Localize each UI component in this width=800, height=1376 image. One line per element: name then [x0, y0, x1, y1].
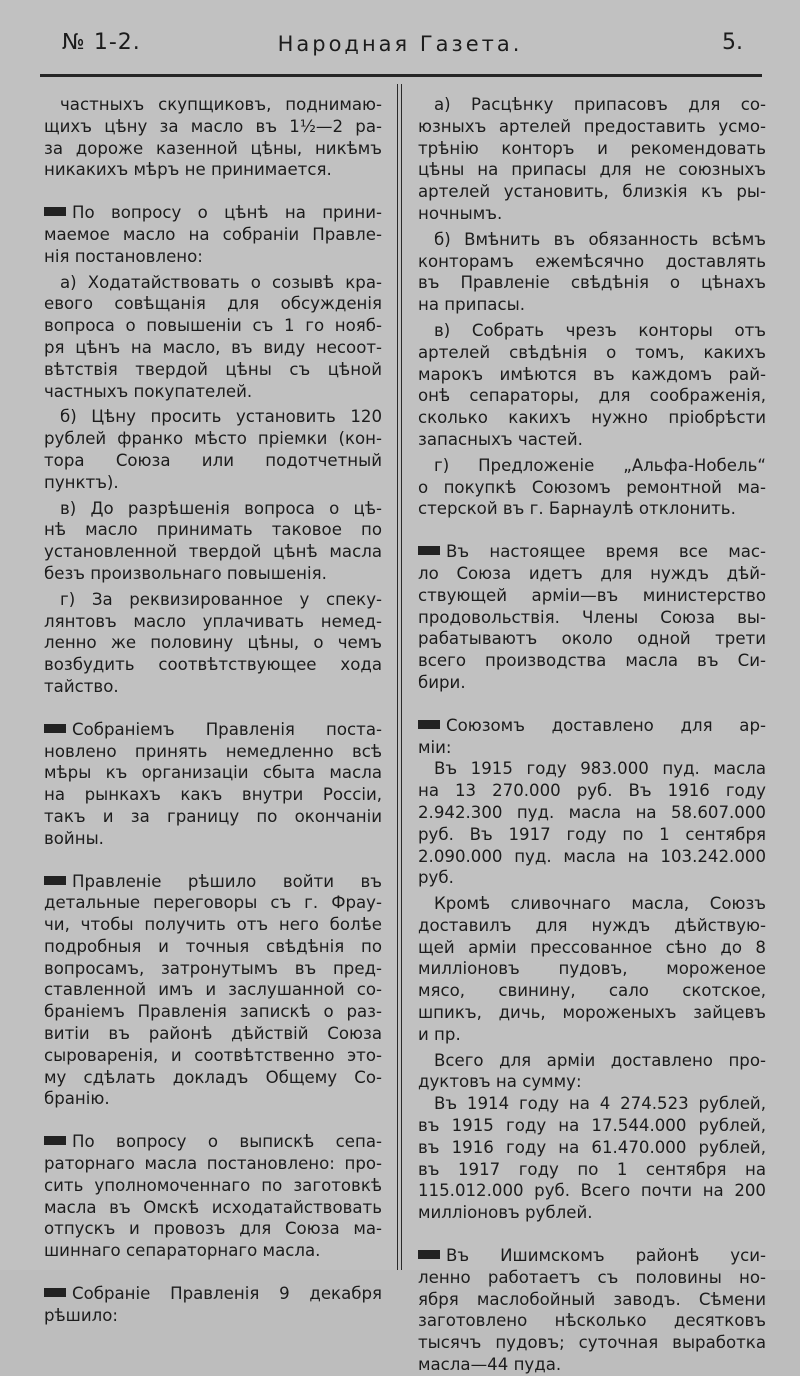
paragraph — [418, 1245, 766, 1376]
text-line: сыроваренія, и соотвѣтственно это- — [44, 1045, 382, 1065]
text-line: сколько какихъ нужно пріобрѣсти — [418, 408, 766, 428]
text-line: маемое масло на собраніи Правле- — [44, 224, 382, 244]
text-line: артелей установить, близкія къ ры- — [418, 182, 766, 202]
text-line: мѣры къ организаціи сбыта масла — [44, 763, 382, 783]
text-line: шпикъ, дичь, мороженыхъ зайцевъ — [418, 1003, 766, 1023]
text-line: установленной твердой цѣнѣ масла — [44, 542, 382, 562]
text-line: бранію. — [44, 1089, 110, 1109]
text-line: марокъ имѣются въ каждомъ рай- — [418, 364, 766, 384]
text-line: сить уполномоченнаго по заготовкѣ — [44, 1175, 382, 1195]
issue-number: № 1-2. — [62, 30, 141, 55]
text-line: подробныя и точныя свѣдѣнія по — [44, 936, 382, 956]
text-line: ленно работаетъ съ половины но- — [418, 1267, 766, 1287]
text-line: витіи въ районѣ дѣйствій Союза — [44, 1024, 382, 1044]
paragraph — [44, 406, 382, 493]
text-line: Въ Ишимскомъ районѣ уси- — [418, 1245, 766, 1267]
paragraph — [44, 202, 382, 267]
page-number: 5. — [722, 30, 743, 55]
text-line: Союзомъ доставлено для ар- — [418, 715, 766, 737]
text-line: на 13 270.000 руб. Въ 1916 году — [418, 781, 766, 801]
paragraph — [44, 719, 382, 850]
text-line: 2.942.300 пуд. масла на 58.607.000 — [418, 802, 766, 822]
paragraph — [418, 758, 766, 889]
text-line: Въ 1915 году 983.000 пуд. масла — [434, 759, 766, 779]
text-line: возбудить соотвѣтствующее хода — [44, 655, 382, 675]
text-line: на рынкахъ какъ внутри Россіи, — [44, 785, 382, 805]
text-line: ло Союза идетъ для нуждъ дѣй- — [418, 563, 766, 583]
paragraph — [418, 455, 766, 520]
text-line: за дороже казенной цѣны, никѣмъ — [44, 138, 382, 158]
text-line: дуктовъ на сумму: — [418, 1072, 582, 1092]
text-line: браніемъ Правленія запискѣ о раз- — [44, 1002, 382, 1022]
text-line: вѣтствія твердой цѣны съ цѣной — [44, 359, 382, 379]
text-line: По вопросу о выпискѣ сепа- — [44, 1131, 382, 1153]
bullet-marker-icon — [44, 1136, 66, 1145]
bullet-marker-icon — [418, 546, 440, 555]
text-line: г) За реквизированное у спеку- — [60, 589, 382, 609]
text-line: ря цѣнъ на масло, въ виду несоот- — [44, 337, 382, 357]
bullet-marker-icon — [44, 724, 66, 733]
text-line: новлено принять немедленно всѣ — [44, 741, 382, 761]
text-line: му сдѣлать докладъ Общему Со- — [44, 1067, 382, 1087]
text-line: По вопросу о цѣнѣ на прини- — [44, 202, 382, 224]
text-line: масла—44 пуда. — [418, 1355, 562, 1375]
text-line: стерской въ г. Барнаулѣ отклонить. — [418, 499, 736, 519]
paragraph — [44, 871, 382, 1111]
text-line: цѣны на припасы для не союзныхъ — [418, 160, 766, 180]
text-line: юзныхъ артелей предоставить усмо- — [418, 116, 766, 136]
text-line: тора Союза или подотчетный — [44, 450, 382, 470]
paragraph — [418, 1050, 766, 1094]
text-line: отпускъ и провозъ для Союза ма- — [44, 1219, 382, 1239]
text-line: милліоновъ рублей. — [418, 1203, 593, 1223]
text-line: такъ и за границу по окончаніи — [44, 806, 382, 826]
text-line: запасныхъ частей. — [418, 429, 583, 449]
text-line: раторнаго масла постановлено: про- — [44, 1154, 382, 1174]
text-line: въ Правленіе свѣдѣнія о цѣнахъ — [418, 273, 766, 293]
text-line: Кромѣ сливочнаго масла, Союзъ — [434, 894, 766, 914]
text-line: продовольствія. Члены Союза вы- — [418, 607, 766, 627]
paragraph — [44, 1131, 382, 1262]
text-line: ночнымъ. — [418, 203, 503, 223]
text-line: всего производства масла въ Си- — [418, 651, 766, 671]
text-line: Въ 1914 году на 4 274.523 рублей, — [434, 1094, 766, 1114]
text-line: мясо, свинину, сало скотское, — [418, 981, 766, 1001]
text-line: Въ настоящее время все мас- — [418, 541, 766, 563]
paragraph — [44, 1283, 382, 1327]
text-line: конторамъ ежемѣсячно доставлять — [418, 251, 766, 271]
text-line: рѣшило: — [44, 1305, 118, 1325]
text-line: на припасы. — [418, 295, 525, 315]
bullet-marker-icon — [418, 720, 440, 729]
text-line: онѣ сепараторы, для соображенія, — [418, 386, 766, 406]
text-line: пунктъ). — [44, 472, 119, 492]
text-line: в) Собрать чрезъ конторы отъ — [434, 320, 766, 340]
paragraph — [418, 320, 766, 451]
text-line: частныхъ скупщиковъ, поднимаю- — [60, 95, 382, 114]
text-line: б) Цѣну просить установить 120 — [60, 407, 382, 427]
text-line: о покупкѣ Союзомъ ремонтной ма- — [418, 477, 766, 497]
paragraph — [418, 1093, 766, 1224]
text-line: вопроса о повышеніи съ 1 го нояб- — [44, 316, 382, 336]
text-line: доставилъ для нуждъ дѣйствую- — [418, 915, 766, 935]
bullet-marker-icon — [44, 207, 66, 216]
text-line: руб. — [418, 868, 454, 888]
right-column — [418, 94, 766, 1376]
text-line: ября маслобойный заводъ. Сѣмени — [418, 1289, 766, 1309]
text-line: въ 1917 году по 1 сентября на — [418, 1159, 766, 1179]
text-line: чи, чтобы получить отъ него болѣе — [44, 915, 382, 935]
text-line: рабатываютъ около одной трети — [418, 629, 766, 649]
text-line: войны. — [44, 828, 104, 848]
text-line: б) Вмѣнить въ обязанность всѣмъ — [434, 229, 766, 249]
text-line: Собраніемъ Правленія поста- — [44, 719, 382, 741]
page-header — [0, 0, 800, 80]
text-line: бири. — [418, 672, 466, 692]
text-line: въ 1916 году на 61.470.000 рублей, — [418, 1137, 766, 1157]
text-line: щей арміи прессованное сѣно до 8 — [418, 937, 766, 957]
text-line: руб. Въ 1917 году по 1 сентября — [418, 824, 766, 844]
paragraph — [418, 541, 766, 694]
bullet-marker-icon — [44, 1288, 66, 1297]
paragraph — [44, 589, 382, 698]
text-line: міи: — [418, 737, 452, 757]
text-line: шиннаго сепараторнаго масла. — [44, 1241, 321, 1261]
text-line: милліоновъ пудовъ, мороженое — [418, 959, 766, 979]
paragraph — [44, 94, 382, 181]
text-line: и пр. — [418, 1024, 461, 1044]
column-divider — [397, 84, 402, 1270]
text-line: ленно же половину цѣны, о чемъ — [44, 633, 382, 653]
text-line: трѣнію конторъ и рекомендовать — [418, 138, 766, 158]
text-line: частныхъ покупателей. — [44, 381, 253, 401]
text-line: 2.090.000 пуд. масла на 103.242.000 — [418, 846, 766, 866]
text-line: нія постановлено: — [44, 246, 203, 266]
text-line: евого совѣщанія для обсужденія — [44, 294, 382, 314]
text-line: тайство. — [44, 676, 119, 696]
text-line: г) Предложеніе „Альфа-Нобель“ — [434, 455, 766, 475]
paragraph — [418, 94, 766, 225]
text-line: а) Ходатайствовать о созывѣ кра- — [60, 272, 382, 292]
bullet-marker-icon — [44, 876, 66, 885]
paragraph — [44, 272, 382, 403]
text-line: тысячъ пудовъ; суточная выработка — [418, 1333, 766, 1353]
paragraph — [418, 715, 766, 759]
text-line: Собраніе Правленія 9 декабря — [44, 1283, 382, 1305]
text-line: ствующей арміи—въ министерство — [418, 585, 766, 605]
text-line: масла въ Омскѣ исходатайствовать — [44, 1197, 382, 1217]
header-rule — [40, 74, 762, 77]
text-line: Правленіе рѣшило войти въ — [44, 871, 382, 893]
text-line: артелей свѣдѣнія о томъ, какихъ — [418, 342, 766, 362]
paragraph — [418, 229, 766, 316]
text-line: Всего для арміи доставлено про- — [434, 1050, 766, 1070]
paragraph — [44, 498, 382, 585]
newspaper-title: Народная Газета. — [277, 32, 523, 56]
text-line: въ 1915 году на 17.544.000 рублей, — [418, 1116, 766, 1136]
text-line: в) До разрѣшенія вопроса о цѣ- — [60, 498, 382, 518]
text-line: нѣ масло принимать таковое по — [44, 520, 382, 540]
text-line: щихъ цѣну за масло въ 1½—2 ра- — [44, 116, 382, 136]
text-line: рублей франко мѣсто пріемки (кон- — [44, 429, 382, 449]
paragraph — [418, 893, 766, 1046]
text-line: лянтовъ масло уплачивать немед- — [44, 611, 382, 631]
bullet-marker-icon — [418, 1250, 440, 1259]
text-line: никакихъ мѣръ не принимается. — [44, 160, 332, 180]
text-line: детальные переговоры съ г. Фрау- — [44, 893, 382, 913]
text-line: ставленной имъ и заслушанной со- — [44, 980, 382, 1000]
left-column — [44, 94, 382, 1327]
text-line: 115.012.000 руб. Всего почти на 200 — [418, 1181, 766, 1201]
text-line: вопросамъ, затронутымъ въ пред- — [44, 958, 382, 978]
text-line: заготовлено нѣсколько десятковъ — [418, 1311, 766, 1331]
text-line: а) Расцѣнку припасовъ для со- — [434, 95, 766, 114]
text-line: безъ произвольнаго повышенія. — [44, 563, 327, 583]
